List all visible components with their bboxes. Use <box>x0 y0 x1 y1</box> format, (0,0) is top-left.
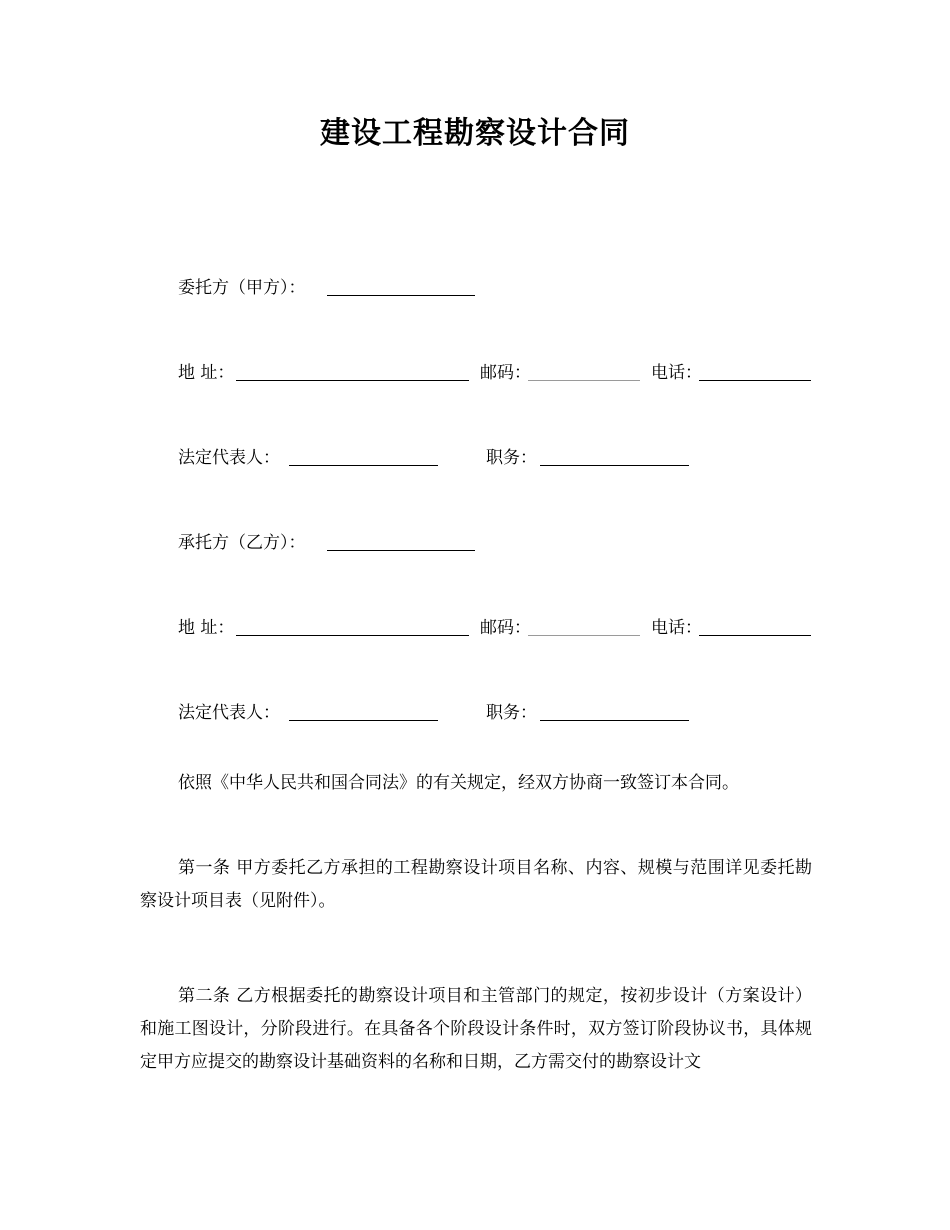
party-a-postcode-field[interactable] <box>528 380 640 381</box>
party-b-label: 承托方（乙方）： <box>178 533 306 553</box>
intro-paragraph: 依照《中华人民共和国合同法》的有关规定，经双方协商一致签订本合同。 <box>178 773 739 793</box>
party-a-label: 委托方（甲方）： <box>178 278 306 298</box>
party-b-address-label: 地 址： <box>178 618 235 638</box>
article-1-paragraph: 第一条 甲方委托乙方承担的工程勘察设计项目名称、内容、规模与范围详见委托勘察设计项目表（见附件）。 <box>140 858 812 911</box>
party-a-address-label: 地 址： <box>178 363 235 383</box>
party-b-position-label: 职务： <box>486 703 537 723</box>
party-b-address-field[interactable] <box>236 635 469 636</box>
party-a-name-field[interactable] <box>327 295 475 296</box>
party-b-postcode-label: 邮码： <box>480 618 531 638</box>
party-a-phone-label: 电话： <box>651 363 702 383</box>
party-a-postcode-label: 邮码： <box>480 363 531 383</box>
party-b-name-field[interactable] <box>327 550 475 551</box>
party-b-position-field[interactable] <box>540 720 689 721</box>
party-b-postcode-field[interactable] <box>528 635 640 636</box>
party-b-phone-label: 电话： <box>651 618 702 638</box>
article-2-paragraph: 第二条 乙方根据委托的勘察设计项目和主管部门的规定，按初步设计（方案设计）和施工图设计，分阶段进行。在具备各个阶段设计条件时，双方签订阶段协议书，具体规定甲方应提交的勘察设计基础资料的名称和日期，乙方需交付的勘察设计文 <box>140 986 812 1072</box>
party-b-rep-label: 法定代表人： <box>178 703 280 723</box>
party-a-rep-field[interactable] <box>289 465 438 466</box>
party-a-address-field[interactable] <box>236 380 469 381</box>
party-a-phone-field[interactable] <box>699 380 811 381</box>
party-a-rep-label: 法定代表人： <box>178 448 280 468</box>
contract-title: 建设工程勘察设计合同 <box>320 116 630 151</box>
party-b-rep-field[interactable] <box>289 720 438 721</box>
party-a-position-field[interactable] <box>540 465 689 466</box>
party-a-position-label: 职务： <box>486 448 537 468</box>
party-b-phone-field[interactable] <box>699 635 811 636</box>
